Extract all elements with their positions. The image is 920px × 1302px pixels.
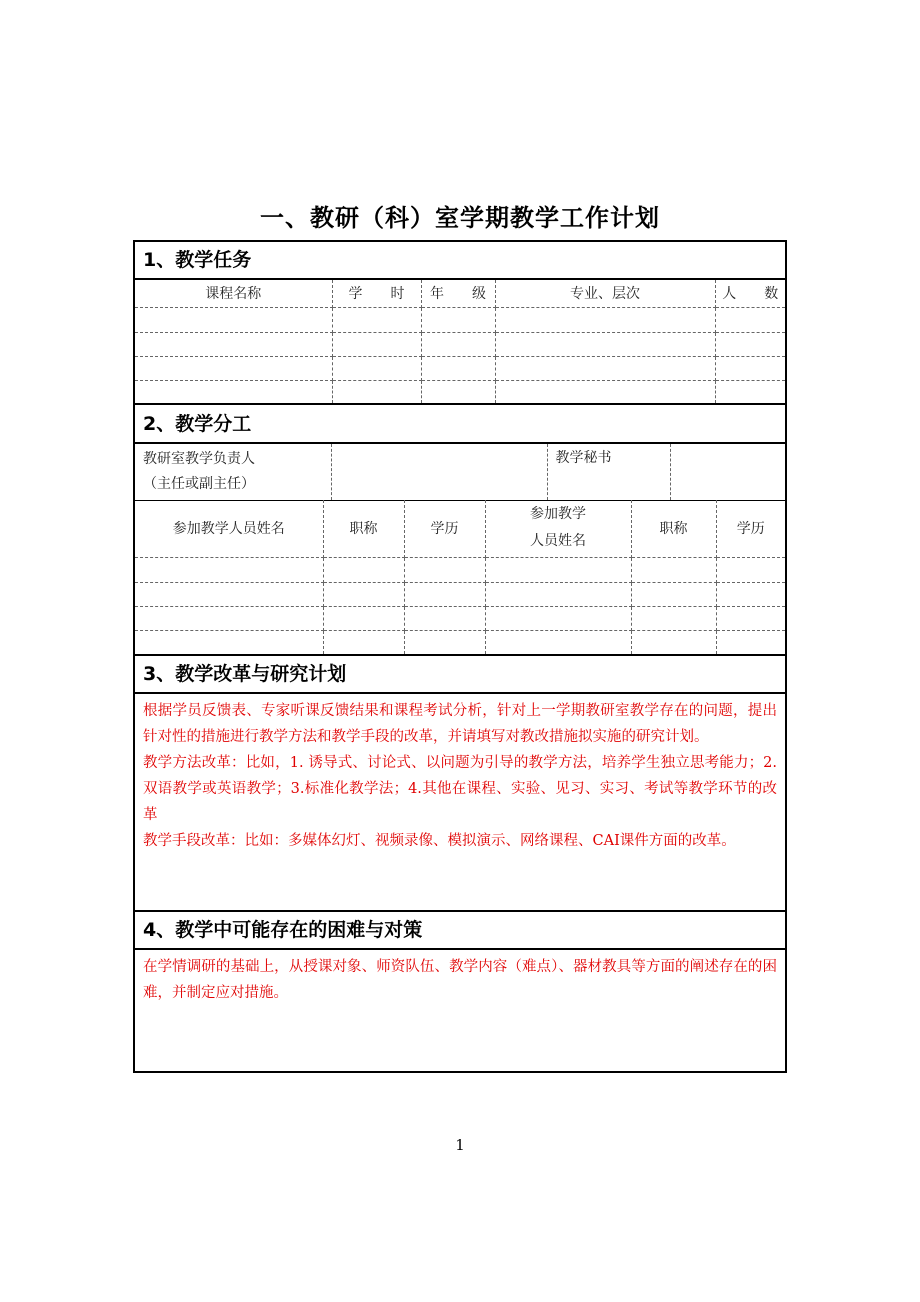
page-number: 1	[455, 1136, 465, 1154]
col-header-course: 课程名称	[135, 280, 332, 307]
page-title: 一、教研（科）室学期教学工作计划	[260, 204, 660, 232]
table-row[interactable]	[135, 356, 785, 380]
col-header-title: 职称	[323, 500, 404, 557]
table-row[interactable]	[135, 582, 785, 606]
col-header-grade: 年 级	[421, 280, 495, 307]
section-heading: 2、教学分工	[135, 406, 785, 444]
section-reform-plan	[135, 656, 785, 912]
plan-form	[133, 240, 787, 1073]
col-header-degree: 学历	[404, 500, 485, 557]
table-row[interactable]	[135, 380, 785, 404]
table-row[interactable]	[135, 307, 785, 332]
section-teaching-division	[135, 406, 785, 657]
reform-plan-text[interactable]	[143, 698, 777, 854]
paragraph: 在学情调研的基础上，从授课对象、师资队伍、教学内容（难点）、器材教具等方面的阐述存在的困难，并制定应对措施。	[143, 959, 777, 1001]
col-header-name-2: 参加教学 人员姓名	[485, 500, 631, 557]
leader-label: 教研室教学负责人 （主任或副主任）	[135, 444, 331, 500]
col-header-name: 参加教学人员姓名	[135, 500, 323, 557]
difficulties-text[interactable]	[143, 954, 777, 1006]
col-header-hours: 学 时	[332, 280, 421, 307]
section-heading: 3、教学改革与研究计划	[135, 656, 785, 694]
col-header-major: 专业、层次	[495, 280, 715, 307]
table-row[interactable]	[135, 332, 785, 356]
table-header-row	[135, 280, 785, 307]
table-row[interactable]	[135, 606, 785, 630]
table-header-row	[135, 500, 785, 557]
leader-field[interactable]	[331, 444, 547, 500]
task-table	[135, 280, 785, 405]
section-teaching-tasks	[135, 242, 785, 404]
col-header-degree-2: 学历	[716, 500, 785, 557]
table-row[interactable]	[135, 557, 785, 582]
paragraph: 教学手段改革：比如：多媒体幻灯、视频录像、模拟演示、网络课程、CAI课件方面的改革。	[143, 833, 736, 849]
secretary-field[interactable]	[670, 444, 785, 500]
paragraph: 根据学员反馈表、专家听课反馈结果和课程考试分析，针对上一学期教研室教学存在的问题，提出针对性的措施进行教学方法和教学手段的改革，并请填写对教改措施拟实施的研究计划。	[143, 703, 777, 745]
leader-table	[135, 444, 785, 501]
paragraph: 教学方法改革：比如，1. 诱导式、讨论式、以问题为引导的教学方法，培养学生独立思考能力；2. 双语教学或英语教学；3.标准化教学法；4.其他在课程、实验、见习、实习、考试等教学环节的改革	[143, 755, 777, 823]
table-row[interactable]	[135, 630, 785, 655]
section-heading: 4、教学中可能存在的困难与对策	[135, 912, 785, 950]
section-difficulties	[135, 912, 785, 1073]
secretary-label: 教学秘书	[547, 444, 670, 500]
section-heading: 1、教学任务	[135, 242, 785, 280]
staff-table	[135, 500, 785, 656]
col-header-title-2: 职称	[631, 500, 716, 557]
col-header-count: 人 数	[715, 280, 785, 307]
